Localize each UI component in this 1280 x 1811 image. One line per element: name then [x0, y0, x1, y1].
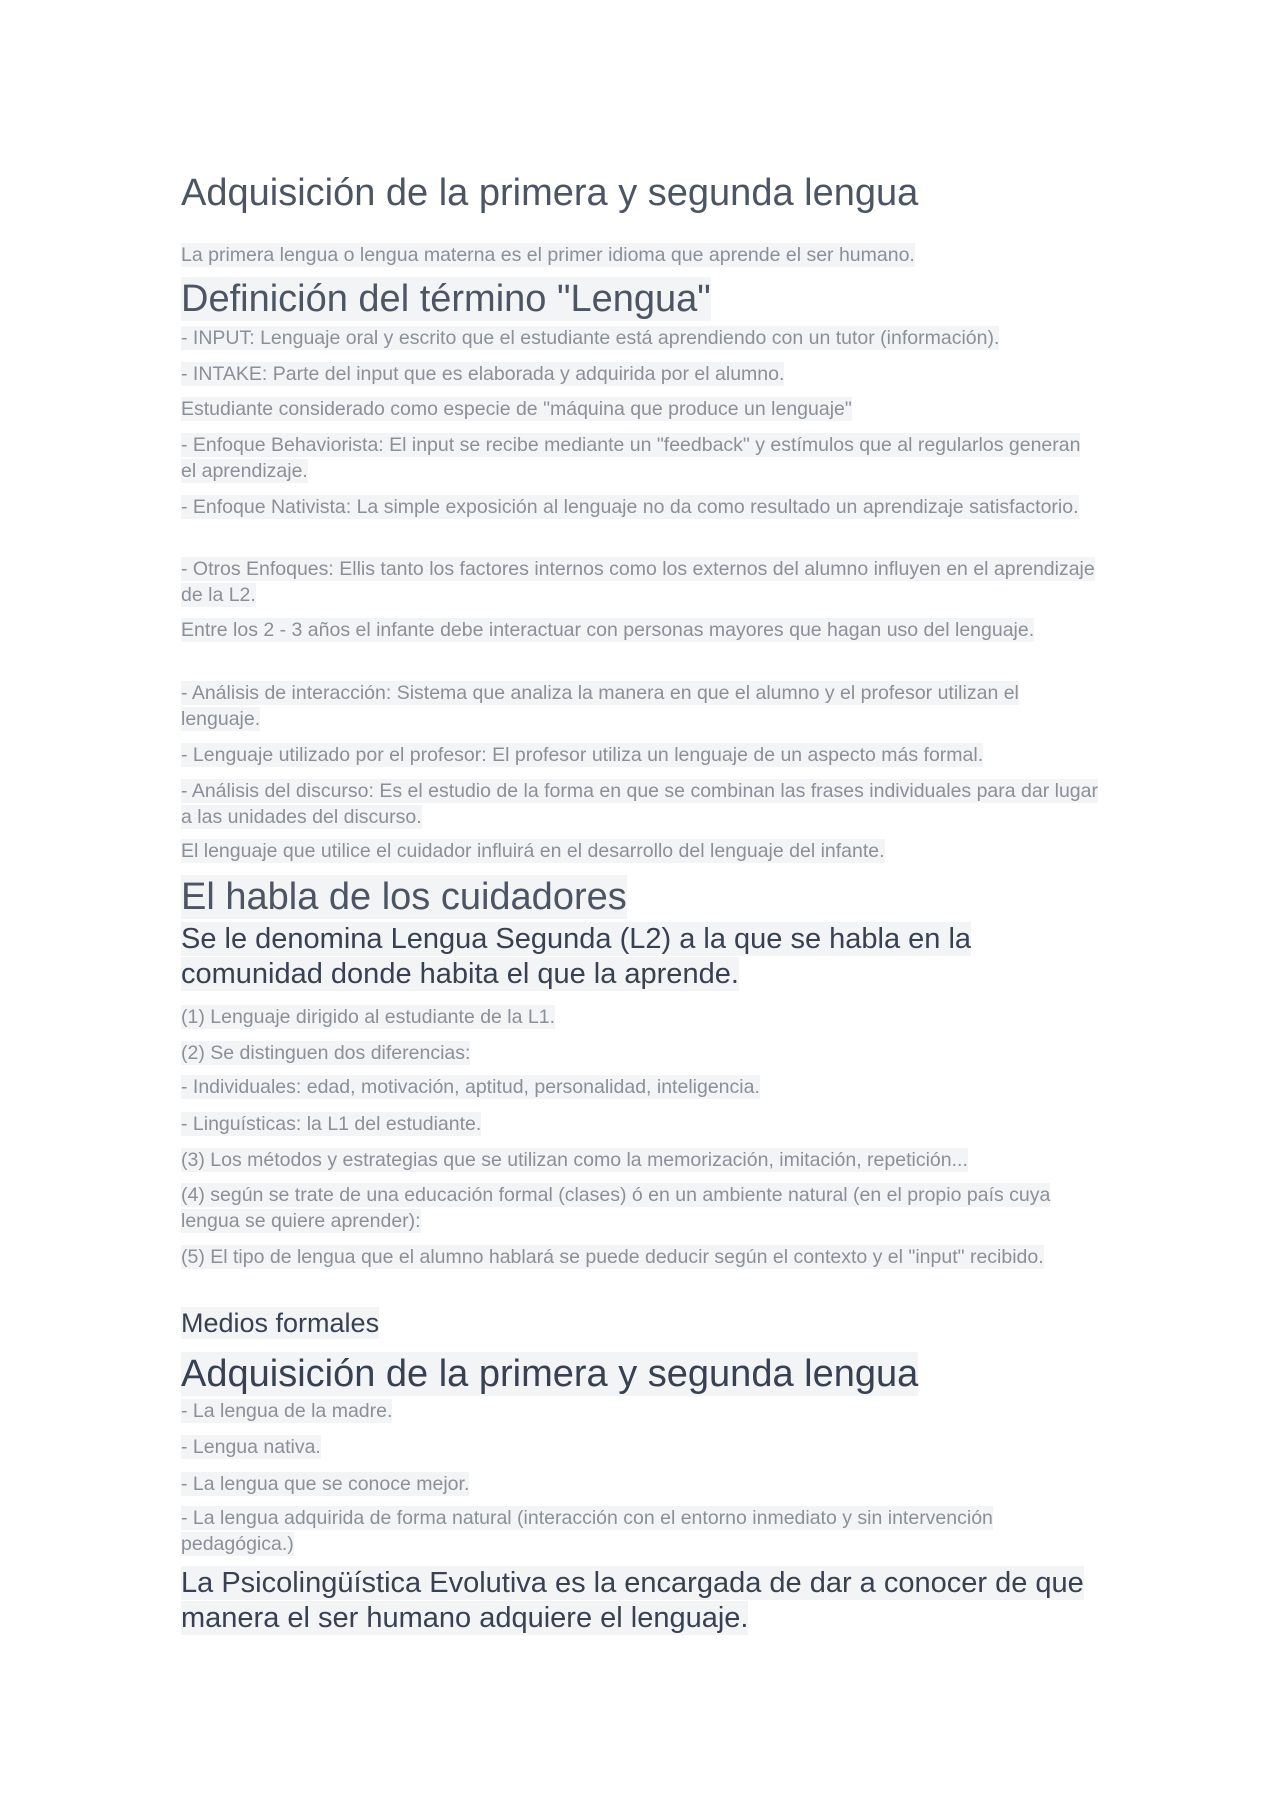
paragraph-item-4: (4) según se trate de una educación formal (clases) ó en un ambiente natural (en el propio país cuya lengua se quiere aprender):	[181, 1184, 1051, 1232]
paragraph-linguisticas: - Linguísticas: la L1 del estudiante.	[181, 1113, 482, 1135]
paragraph-otros-enfoques: - Otros Enfoques: Ellis tanto los factores internos como los externos del alumno influyen en el aprendizaje de la L2.	[181, 558, 1095, 606]
paragraph-lengua-conoce: - La lengua que se conoce mejor.	[181, 1473, 470, 1495]
subheading-medios-formales: Medios formales	[181, 1308, 380, 1338]
paragraph-lenguaje-profesor: - Lenguaje utilizado por el profesor: El profesor utiliza un lenguaje de un aspecto más formal.	[181, 744, 984, 766]
paragraph-nativista: - Enfoque Nativista: La simple exposición al lenguaje no da como resultado un aprendizaje satisfactorio.	[181, 496, 1079, 518]
paragraph-estudiante: Estudiante considerado como especie de "máquina que produce un lenguaje"	[181, 398, 852, 420]
paragraph-item-5: (5) El tipo de lengua que el alumno hablará se puede deducir según el contexto y el "input" recibido.	[181, 1246, 1044, 1268]
paragraph-item-1: (1) Lenguaje dirigido al estudiante de la L1.	[181, 1006, 556, 1028]
subheading-lengua-segunda: Se le denomina Lengua Segunda (L2) a la que se habla en la comunidad donde habita el que la aprende.	[181, 923, 972, 990]
paragraph-individuales: - Individuales: edad, motivación, aptitud, personalidad, inteligencia.	[181, 1076, 760, 1098]
closing-statement: La Psicolingüística Evolutiva es la encargada de dar a conocer de que manera el ser humano adquiere el lenguaje.	[181, 1567, 1084, 1634]
paragraph-behaviorista: - Enfoque Behaviorista: El input se recibe mediante un "feedback" y estímulos que al regularlos generan el aprendizaje.	[181, 434, 1081, 482]
paragraph-item-3: (3) Los métodos y estrategias que se utilizan como la memorización, imitación, repetición...	[181, 1149, 968, 1171]
paragraph-lengua-natural: - La lengua adquirida de forma natural (interacción con el entorno inmediato y sin intervención pedagógica.)	[181, 1507, 993, 1555]
document-title: Adquisición de la primera y segunda lengua	[181, 172, 919, 214]
paragraph-item-2: (2) Se distinguen dos diferencias:	[181, 1042, 471, 1064]
section-heading-definicion: Definición del término "Lengua"	[181, 278, 711, 320]
paragraph-lengua-nativa: - Lengua nativa.	[181, 1436, 321, 1458]
paragraph-cuidador: El lenguaje que utilice el cuidador influirá en el desarrollo del lenguaje del infante.	[181, 840, 885, 862]
intro-paragraph: La primera lengua o lengua materna es el primer idioma que aprende el ser humano.	[181, 244, 915, 266]
paragraph-intake: - INTAKE: Parte del input que es elaborada y adquirida por el alumno.	[181, 363, 785, 385]
section-heading-habla: El habla de los cuidadores	[181, 876, 627, 918]
section-heading-adquisicion: Adquisición de la primera y segunda lengua	[181, 1353, 919, 1395]
paragraph-analisis-interaccion: - Análisis de interacción: Sistema que analiza la manera en que el alumno y el profesor utilizan el lenguaje.	[181, 682, 1019, 730]
paragraph-lengua-madre: - La lengua de la madre.	[181, 1400, 393, 1422]
paragraph-edad-infante: Entre los 2 - 3 años el infante debe interactuar con personas mayores que hagan uso del lenguaje.	[181, 619, 1035, 641]
paragraph-input: - INPUT: Lenguaje oral y escrito que el estudiante está aprendiendo con un tutor (información).	[181, 327, 1000, 349]
paragraph-analisis-discurso: - Análisis del discurso: Es el estudio de la forma en que se combinan las frases individuales para dar lugar a las unidades del discurso.	[181, 780, 1098, 828]
